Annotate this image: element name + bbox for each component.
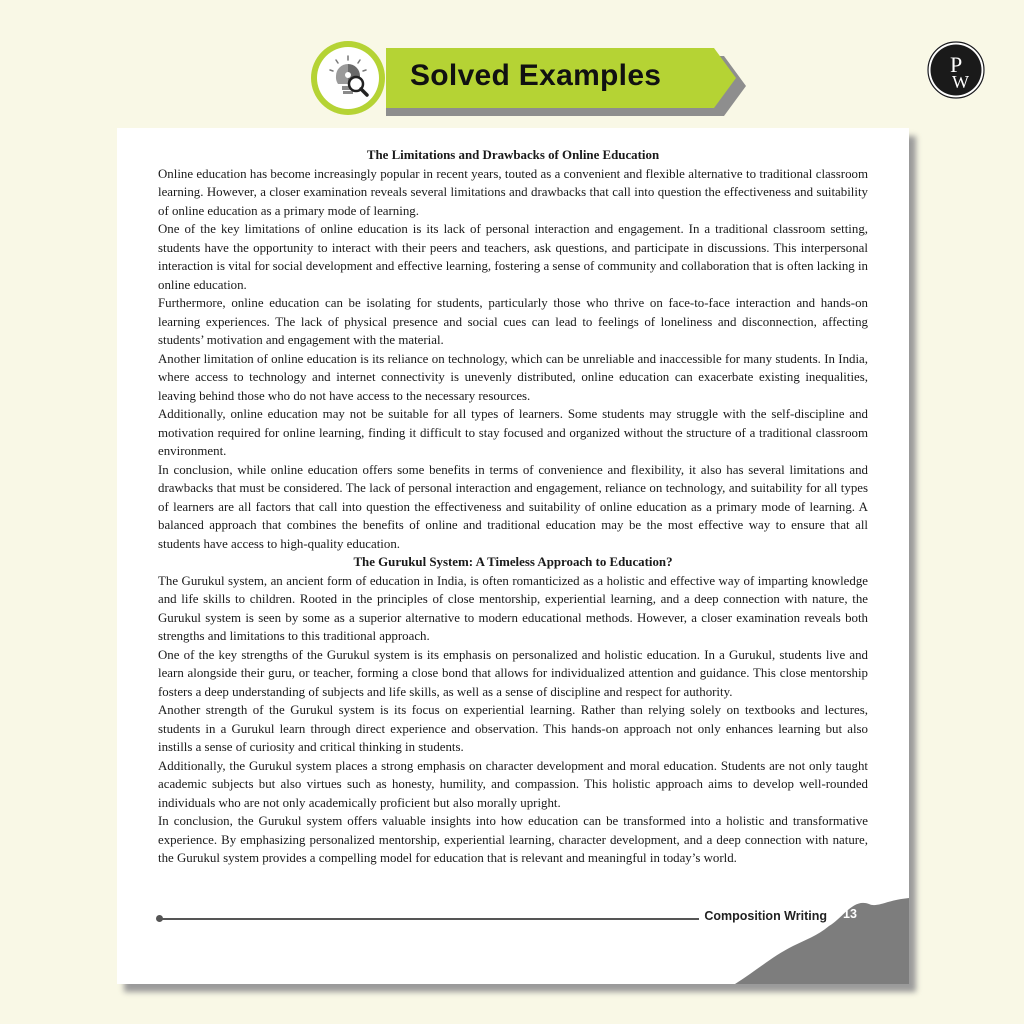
essay-title: The Limitations and Drawbacks of Online Education: [366, 148, 660, 162]
page-number: 13: [843, 907, 857, 921]
banner-title: Solved Examples: [410, 59, 662, 92]
essay-paragraph: Furthermore, online education can be isolating for students, particularly those who thrive on face-to-face interaction and hands-on learning experiences. The lack of physical presence and social cues can lead to feelings of loneliness and disconnection, affecting students’ motivation and engagement with the material.: [158, 296, 868, 347]
essay-paragraph: Additionally, online education may not be suitable for all types of learners. Some students may struggle with the self-discipline and motivation required for online learning, finding it difficult to stay focused and organized without the structure of a traditional classroom environment.: [158, 407, 868, 458]
essay-paragraph: Additionally, the Gurukul system places a strong emphasis on character development and moral education. Students are not only taught academic subjects but also virtues such as honesty, humility, and compassion. This holistic approach aims to develop well-rounded individuals who are not only academically proficient but also morally upright.: [158, 758, 868, 810]
essay-paragraph: One of the key strengths of the Gurukul system is its emphasis on personalized and holistic education. In a Gurukul, students live and learn alongside their guru, or teacher, forming a close bond that allows for individualized attention and guidance. This close mentorship fosters a deep understanding of subjects and life skills, as well as a sense of discipline and respect for authority.: [158, 647, 868, 699]
svg-text:P: P: [950, 52, 963, 77]
essay-title: The Gurukul System: A Timeless Approach to Education?: [353, 555, 673, 569]
essay-content: [158, 146, 868, 868]
puzzle-bulb-search-icon: [310, 42, 386, 118]
pw-logo: [926, 40, 986, 100]
essay-paragraph: In conclusion, the Gurukul system offers valuable insights into how education can be transformed into a holistic and transformative experience. By emphasizing personalized mentorship, experiential learning, character development, and a deep connection with nature, the Gurukul system provides a compelling model for education that is relevant and meaningful in today’s world.: [158, 814, 868, 865]
essay-paragraph: One of the key limitations of online education is its lack of personal interaction and engagement. In a traditional classroom setting, students have the opportunity to interact with their peers and teachers, ask questions, and participate in discussions. This interpersonal interaction is vital for social development and effective learning, fostering a sense of community and collaboration that is often lacking in online education.: [158, 222, 868, 292]
essay-paragraph: The Gurukul system, an ancient form of education in India, is often romanticized as a holistic and effective way of imparting knowledge and life skills to children. Rooted in the principles of close mentorship, experiential learning, and a deep connection with nature, the Gurukul system is seen by some as a superior alternative to modern educational methods. However, a closer examination reveals both strengths and limitations to this traditional approach.: [158, 573, 868, 643]
essay-paragraph: Another limitation of online education is its reliance on technology, which can be unreliable and inaccessible for many students. In India, where access to technology and internet connectivity is unevenly distributed, online education can exacerbate existing inequalities, leaving behind those who do not have access to the necessary resources.: [158, 351, 868, 403]
footer-divider: [159, 918, 699, 920]
svg-text:W: W: [952, 72, 969, 92]
section-banner: [306, 40, 746, 120]
page-card: [117, 128, 909, 984]
essay-paragraph: Another strength of the Gurukul system is its focus on experiential learning. Rather than relying solely on textbooks and lectures, students in a Gurukul learn through direct experience and observation. This hands-on approach not only enhances learning but also instills a sense of curiosity and critical thinking in students.: [158, 703, 868, 754]
essay-paragraph: Online education has become increasingly popular in recent years, touted as a convenient and flexible alternative to traditional classroom learning. However, a closer examination reveals several limitations and drawbacks that call into question the effectiveness and suitability of online education as a primary mode of learning.: [158, 166, 868, 218]
essay-paragraph: In conclusion, while online education offers some benefits in terms of convenience and flexibility, it also has several limitations and drawbacks that must be considered. The lack of personal interaction and engagement, reliance on technology, and suitability for all types of learners are all factors that call into question the effectiveness and suitability of online education as a primary mode of learning. A balanced approach that combines the benefits of online and traditional education may be the most effective way to ensure that all students have access to high-quality education.: [158, 462, 868, 551]
footer-section-label: Composition Writing: [704, 909, 827, 923]
